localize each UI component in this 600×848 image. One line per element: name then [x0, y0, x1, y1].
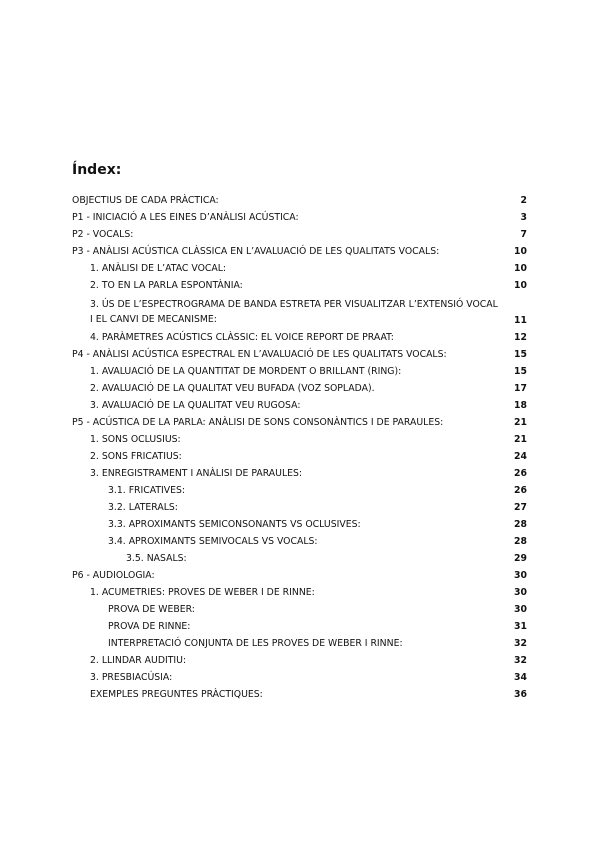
- toc-entry[interactable]: [72, 602, 527, 619]
- toc-entry-page-number: 11: [514, 315, 527, 326]
- toc-entry-page-number: 21: [514, 417, 527, 428]
- toc-entry-title: EXEMPLES PREGUNTES PRÀCTIQUES:: [90, 689, 263, 700]
- toc-entry[interactable]: [72, 347, 527, 364]
- toc-entry[interactable]: [72, 449, 527, 466]
- toc-entry-title: INTERPRETACIÓ CONJUNTA DE LES PROVES DE WEBER I RINNE:: [108, 638, 403, 649]
- toc-entry[interactable]: [72, 261, 527, 278]
- toc-entry[interactable]: [72, 653, 527, 670]
- toc-entry[interactable]: [72, 500, 527, 517]
- toc-entry-page-number: 3: [520, 212, 527, 223]
- toc-entry[interactable]: [72, 466, 527, 483]
- toc-entry[interactable]: [72, 432, 527, 449]
- toc-entry-title: PROVA DE WEBER:: [108, 604, 195, 615]
- toc-entry-page-number: 7: [520, 229, 527, 240]
- toc-entry-title: 3. ÚS DE L’ESPECTROGRAMA DE BANDA ESTRETA PER VISUALITZAR L’EXTENSIÓ VOCAL I EL CANVI DE MECANISME:: [90, 299, 498, 325]
- toc-entry[interactable]: [72, 244, 527, 261]
- toc-entry[interactable]: [72, 551, 527, 568]
- toc-entry-title: 3.3. APROXIMANTS SEMICONSONANTS VS OCLUSIVES:: [108, 519, 361, 530]
- toc-entry-title: P2 - VOCALS:: [72, 229, 134, 240]
- toc-entry-title: OBJECTIUS DE CADA PRÀCTICA:: [72, 195, 219, 206]
- toc-entry-page-number: 15: [514, 366, 527, 377]
- toc-entry[interactable]: [72, 330, 527, 347]
- toc-entry[interactable]: [72, 210, 527, 227]
- toc-entry-page-number: 27: [514, 502, 527, 513]
- toc-entry-page-number: 18: [514, 400, 527, 411]
- toc-entry-page-number: 34: [514, 672, 527, 683]
- toc-entry-page-number: 32: [514, 638, 527, 649]
- toc-entry-page-number: 17: [514, 383, 527, 394]
- toc-entry-page-number: 28: [514, 536, 527, 547]
- toc-entry-page-number: 31: [514, 621, 527, 632]
- toc-entry-page-number: 36: [514, 689, 527, 700]
- toc-entry[interactable]: [72, 364, 527, 381]
- toc-entry[interactable]: [72, 381, 527, 398]
- toc-entry-title: 2. AVALUACIÓ DE LA QUALITAT VEU BUFADA (VOZ SOPLADA).: [90, 383, 375, 394]
- toc-entry-title: 4. PARÀMETRES ACÚSTICS CLÀSSIC: EL VOICE REPORT DE PRAAT:: [90, 332, 394, 343]
- toc-entry[interactable]: [72, 687, 527, 704]
- toc-entry-title: 2. LLINDAR AUDITIU:: [90, 655, 187, 666]
- toc-entry[interactable]: [72, 568, 527, 585]
- toc-entry-page-number: 10: [514, 263, 527, 274]
- toc-entry-page-number: 30: [514, 587, 527, 598]
- toc-entry[interactable]: [72, 227, 527, 244]
- table-of-contents: [72, 193, 527, 704]
- toc-entry-title: P5 - ACÚSTICA DE LA PARLA: ANÀLISI DE SONS CONSONÀNTICS I DE PARAULES:: [72, 417, 444, 428]
- toc-entry-title: 3.1. FRICATIVES:: [108, 485, 186, 496]
- toc-entry[interactable]: [72, 398, 527, 415]
- toc-entry-title: 3. ENREGISTRAMENT I ANÀLISI DE PARAULES:: [90, 468, 303, 479]
- toc-entry[interactable]: [72, 534, 527, 551]
- toc-entry[interactable]: [72, 193, 527, 210]
- toc-entry[interactable]: [72, 585, 527, 602]
- toc-entry-title: 2. SONS FRICATIUS:: [90, 451, 182, 462]
- toc-entry-title: PROVA DE RINNE:: [108, 621, 191, 632]
- toc-entry[interactable]: [72, 619, 527, 636]
- toc-entry-title: 3. AVALUACIÓ DE LA QUALITAT VEU RUGOSA:: [90, 400, 301, 411]
- toc-entry-title: 1. ANÀLISI DE L’ATAC VOCAL:: [90, 263, 227, 274]
- toc-entry[interactable]: [72, 670, 527, 687]
- toc-entry-page-number: 12: [514, 332, 527, 343]
- toc-entry-page-number: 29: [514, 553, 527, 564]
- toc-entry-title: 3.2. LATERALS:: [108, 502, 178, 513]
- toc-entry-title: 1. AVALUACIÓ DE LA QUANTITAT DE MORDENT O BRILLANT (RING):: [90, 366, 402, 377]
- toc-entry-page-number: 30: [514, 570, 527, 581]
- toc-entry[interactable]: [72, 517, 527, 534]
- toc-entry-title: P6 - AUDIOLOGIA:: [72, 570, 155, 581]
- toc-entry-title: P1 - INICIACIÓ A LES EINES D’ANÀLISI ACÚSTICA:: [72, 212, 299, 223]
- toc-entry-title: 3. PRESBIACÚSIA:: [90, 672, 173, 683]
- toc-entry[interactable]: [72, 636, 527, 653]
- toc-entry-title: 2. TO EN LA PARLA ESPONTÀNIA:: [90, 280, 243, 291]
- toc-entry-page-number: 2: [520, 195, 527, 206]
- toc-entry[interactable]: [72, 415, 527, 432]
- toc-entry[interactable]: [72, 295, 527, 330]
- page-title: Índex:: [72, 162, 122, 178]
- toc-entry-page-number: 15: [514, 349, 527, 360]
- toc-entry-title: 1. SONS OCLUSIUS:: [90, 434, 181, 445]
- toc-entry-page-number: 26: [514, 468, 527, 479]
- toc-entry-page-number: 10: [514, 280, 527, 291]
- toc-entry-title: 3.5. NASALS:: [126, 553, 187, 564]
- toc-entry-page-number: 32: [514, 655, 527, 666]
- toc-entry-page-number: 30: [514, 604, 527, 615]
- toc-entry-page-number: 26: [514, 485, 527, 496]
- toc-entry-page-number: 24: [514, 451, 527, 462]
- toc-entry-title: P3 - ANÀLISI ACÚSTICA CLÀSSICA EN L’AVALUACIÓ DE LES QUALITATS VOCALS:: [72, 246, 440, 257]
- toc-entry-page-number: 10: [514, 246, 527, 257]
- toc-entry-page-number: 28: [514, 519, 527, 530]
- toc-entry-title: 3.4. APROXIMANTS SEMIVOCALS VS VOCALS:: [108, 536, 318, 547]
- toc-entry-page-number: 21: [514, 434, 527, 445]
- toc-entry[interactable]: [72, 483, 527, 500]
- toc-entry-title: P4 - ANÀLISI ACÚSTICA ESPECTRAL EN L’AVALUACIÓ DE LES QUALITATS VOCALS:: [72, 349, 447, 360]
- toc-entry[interactable]: [72, 278, 527, 295]
- toc-entry-title: 1. ACUMETRIES: PROVES DE WEBER I DE RINNE:: [90, 587, 315, 598]
